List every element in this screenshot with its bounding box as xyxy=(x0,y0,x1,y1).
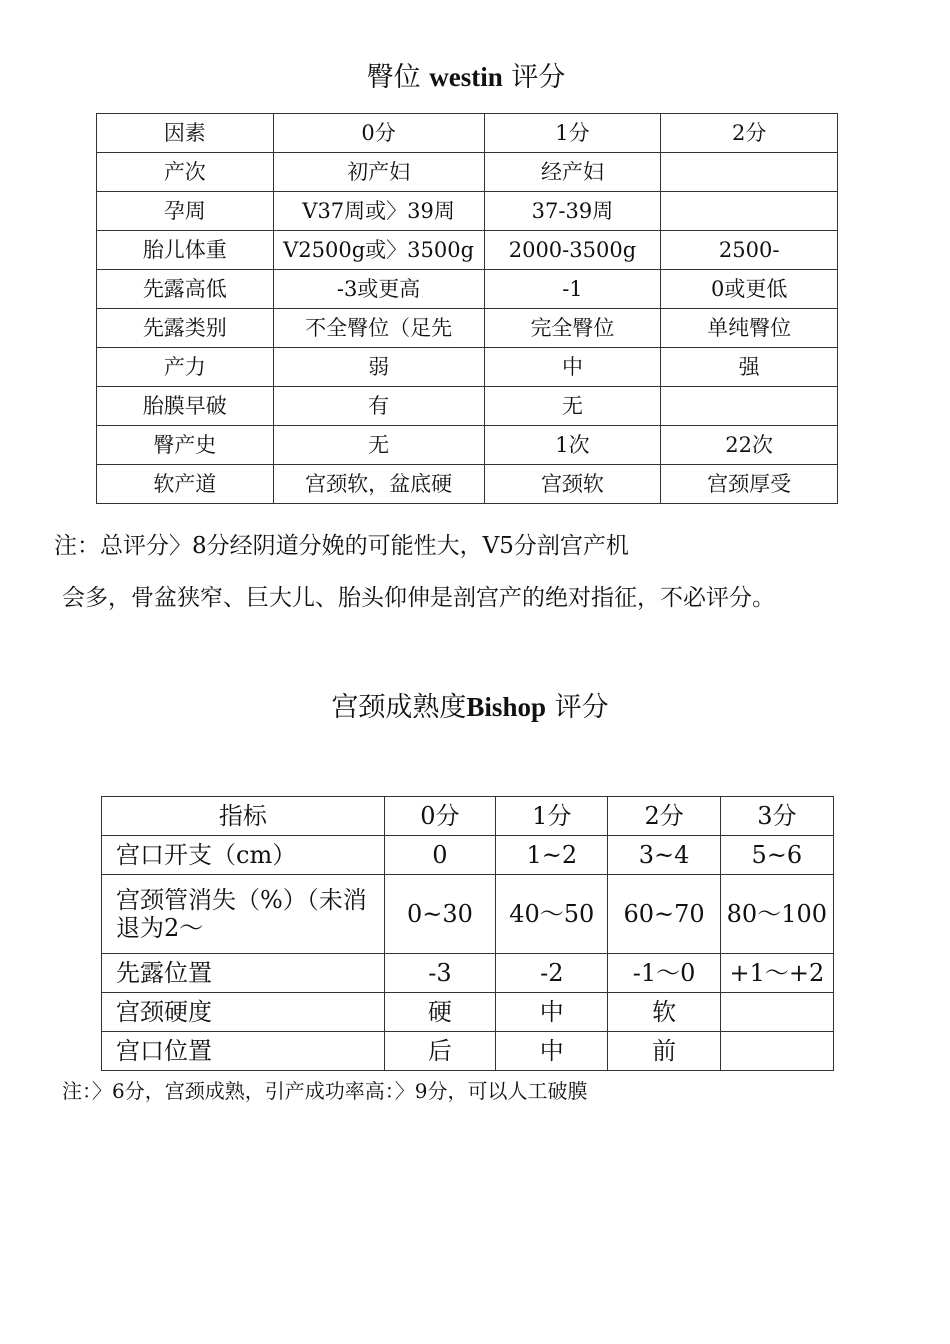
table-row xyxy=(97,231,838,270)
table-cell: 中 xyxy=(484,348,661,387)
table-row xyxy=(97,309,838,348)
table-cell: 产力 xyxy=(97,348,274,387)
table-cell: 3~4 xyxy=(608,836,720,875)
table-cell: 2500- xyxy=(661,231,838,270)
table-cell: 弱 xyxy=(273,348,484,387)
table-cell: 0或更低 xyxy=(661,270,838,309)
table-row xyxy=(97,465,838,504)
table-cell: -1 xyxy=(484,270,661,309)
table-row xyxy=(97,270,838,309)
table-cell: -2 xyxy=(496,954,608,993)
table-row xyxy=(102,954,834,993)
table-cell: 无 xyxy=(484,387,661,426)
table-row xyxy=(97,387,838,426)
header-cell: 因素 xyxy=(97,114,274,153)
table-cell: +1〜+2 xyxy=(720,954,833,993)
westin-title-bold: westin xyxy=(429,62,503,92)
table-cell: 臀产史 xyxy=(97,426,274,465)
table-row xyxy=(102,836,834,875)
table-cell xyxy=(720,993,833,1032)
header-cell: 1分 xyxy=(496,797,608,836)
table-cell: 单纯臀位 xyxy=(661,309,838,348)
table-cell: 先露高低 xyxy=(97,270,274,309)
table-cell: 软产道 xyxy=(97,465,274,504)
westin-note-line1: 注：总评分〉8分经阴道分娩的可能性大，V5分剖宫产机 xyxy=(54,533,629,559)
table-cell: 先露类别 xyxy=(97,309,274,348)
table-row xyxy=(97,348,838,387)
header-cell: 2分 xyxy=(608,797,720,836)
table-cell: 22次 xyxy=(661,426,838,465)
table-row xyxy=(97,192,838,231)
table-cell: 软 xyxy=(608,993,720,1032)
table-row xyxy=(97,153,838,192)
table-cell: 宫颈厚受 xyxy=(661,465,838,504)
table-cell: 前 xyxy=(608,1032,720,1071)
table-cell: 胎儿体重 xyxy=(97,231,274,270)
table-cell: 1次 xyxy=(484,426,661,465)
table-cell: 有 xyxy=(273,387,484,426)
table-row xyxy=(97,426,838,465)
table-cell xyxy=(661,192,838,231)
table-cell: V2500g或〉3500g xyxy=(273,231,484,270)
table-cell: 后 xyxy=(384,1032,495,1071)
bishop-title-bold: Bishop xyxy=(466,692,546,722)
westin-title-tail: 评分 xyxy=(511,62,566,93)
table-cell xyxy=(661,153,838,192)
table-cell: 先露位置 xyxy=(102,954,385,993)
table-cell: -1〜0 xyxy=(608,954,720,993)
table-cell xyxy=(720,1032,833,1071)
table-header-row xyxy=(102,797,834,836)
westin-title xyxy=(0,60,941,95)
table-header-row xyxy=(97,114,838,153)
westin-note-line2: 会多，骨盆狭窄、巨大儿、胎头仰伸是剖宫产的绝对指征，不必评分。 xyxy=(62,585,775,611)
table-cell xyxy=(661,387,838,426)
bishop-score-table xyxy=(101,796,834,1071)
table-cell: 1~2 xyxy=(496,836,608,875)
table-cell: 宫口开支（cm） xyxy=(102,836,385,875)
table-cell: 37-39周 xyxy=(484,192,661,231)
table-cell: 5~6 xyxy=(720,836,833,875)
table-cell: 中 xyxy=(496,993,608,1032)
bishop-title xyxy=(0,690,945,725)
table-cell: 胎膜早破 xyxy=(97,387,274,426)
table-cell: 中 xyxy=(496,1032,608,1071)
table-cell: 宫口位置 xyxy=(102,1032,385,1071)
header-cell: 3分 xyxy=(720,797,833,836)
header-cell: 2分 xyxy=(661,114,838,153)
table-cell: 宫颈管消失（%）（未消退为2〜 xyxy=(102,875,385,954)
table-cell: V37周或〉39周 xyxy=(273,192,484,231)
table-cell: 60~70 xyxy=(608,875,720,954)
table-cell: 硬 xyxy=(384,993,495,1032)
westin-title-cn: 臀位 xyxy=(366,62,421,93)
table-row xyxy=(102,993,834,1032)
table-cell: 2000-3500g xyxy=(484,231,661,270)
table-cell: 孕周 xyxy=(97,192,274,231)
bishop-note: 注：〉6分，宫颈成熟，引产成功率高：〉9分，可以人工破膜 xyxy=(62,1079,588,1103)
table-row xyxy=(102,875,834,954)
table-cell: 宫颈硬度 xyxy=(102,993,385,1032)
table-cell: 0 xyxy=(384,836,495,875)
table-cell: 40〜50 xyxy=(496,875,608,954)
header-cell: 0分 xyxy=(273,114,484,153)
table-cell: -3或更高 xyxy=(273,270,484,309)
table-cell: 宫颈软 xyxy=(484,465,661,504)
header-cell: 0分 xyxy=(384,797,495,836)
header-cell: 指标 xyxy=(102,797,385,836)
table-cell: 宫颈软，盆底硬 xyxy=(273,465,484,504)
table-cell: 完全臀位 xyxy=(484,309,661,348)
header-cell: 1分 xyxy=(484,114,661,153)
table-cell: -3 xyxy=(384,954,495,993)
westin-score-table xyxy=(96,113,838,504)
table-cell: 80〜100 xyxy=(720,875,833,954)
table-cell: 0~30 xyxy=(384,875,495,954)
table-cell: 不全臀位（足先 xyxy=(273,309,484,348)
table-row xyxy=(102,1032,834,1071)
table-cell: 无 xyxy=(273,426,484,465)
table-cell: 强 xyxy=(661,348,838,387)
bishop-title-tail: 评分 xyxy=(554,692,609,723)
table-cell: 初产妇 xyxy=(273,153,484,192)
bishop-title-cn: 宫颈成熟度 xyxy=(331,692,467,723)
table-cell: 经产妇 xyxy=(484,153,661,192)
table-cell: 产次 xyxy=(97,153,274,192)
